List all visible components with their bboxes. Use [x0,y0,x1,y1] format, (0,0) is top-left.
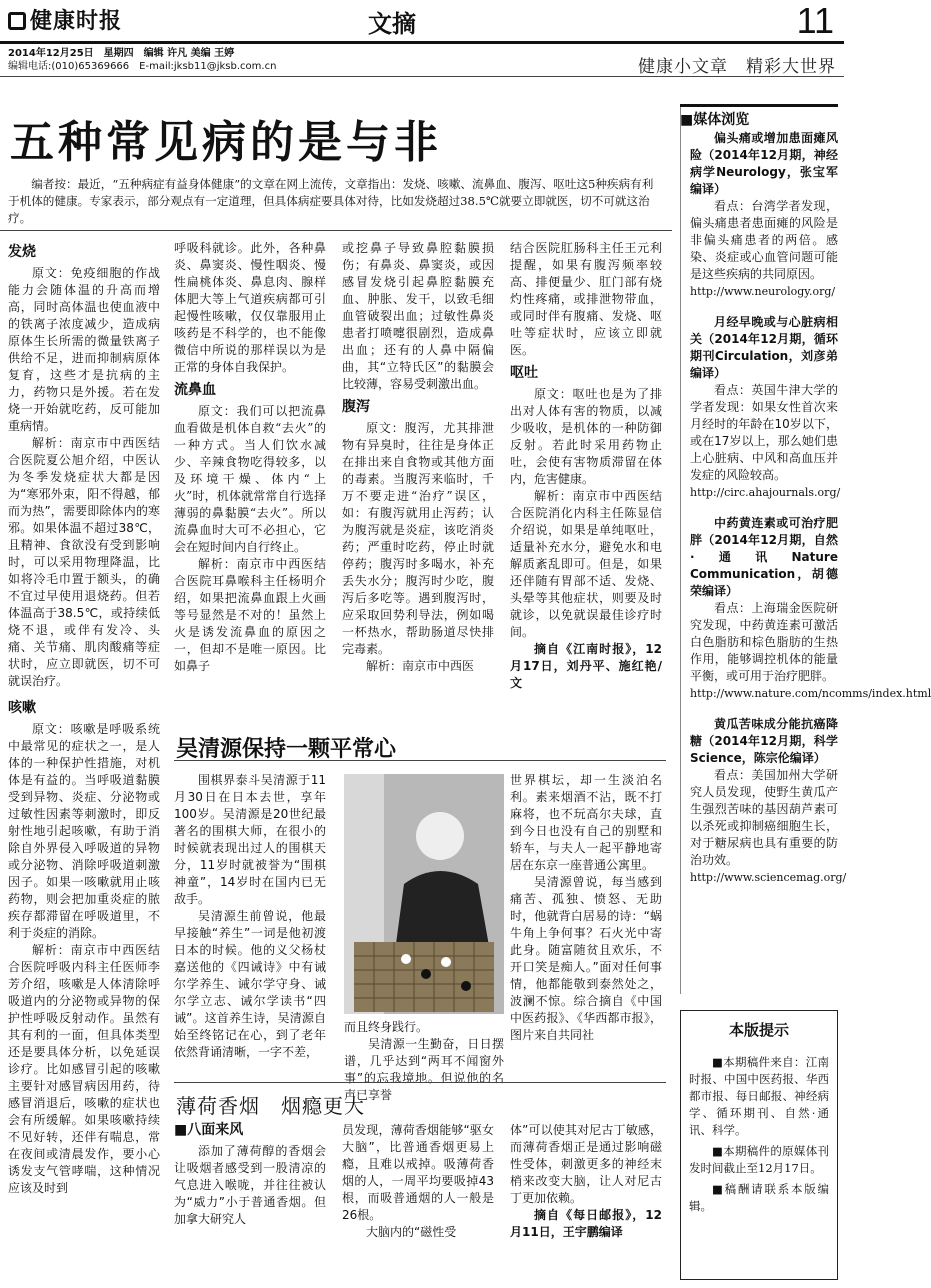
nosebleed-continued: 或挖鼻子导致鼻腔黏膜损伤；有鼻炎、鼻窦炎，或因感冒发烧引起鼻腔黏膜充血、肿胀、发干，以致毛细血管破裂出血；过敏性鼻炎患者打喷嚏很剧烈，造成鼻出血；还有的人鼻中隔偏曲，其“立特氏区”的黏膜会比较薄，容易受刺激出血。 [342,241,494,391]
sidebar-item-title: 月经早晚或与心脏病相关（2014年12月期，循环期刊Circulation，刘彦弟编译） [690,315,838,380]
article-3-para-1: 添加了薄荷醇的香烟会让吸烟者感受到一股清凉的气息进入喉咙，并往往被认为“威力”小于普通香烟。但加拿大研究人 [174,1144,326,1226]
article-2-para-1: 围棋界泰斗吴清源于11月30日在日本去世，享年100岁。吴清源是20世纪最著名的围棋大师，在很小的时候就表现出过人的围棋天分，11岁时就被誉为“围棋神童”，14岁时在国内已无敌手。 [174,773,326,906]
article-2-column-c [510,772,662,1070]
article-2-rule [174,760,666,761]
page-slogan: 健康小文章 精彩大世界 [638,57,836,77]
sidebar-item-url: http://www.neurology.org/ [690,285,836,298]
editor-contact: 编辑电话:(010)65369666 E-mail:jksb11@jksb.com.cn [8,61,277,72]
cough-claim: 原文：咳嗽是呼吸系统中最常见的症状之一，是人体的一种保护性措施，对机体是有益的。当呼吸道黏膜受到异物、炎症、分泌物或过敏性因素等刺激时，即反射性地引起咳嗽，有助于消除自外界侵入呼吸道的异物或分泌物、消除呼吸道刺激因子。如果一咳嗽就用止咳药物，则会把加重炎症的脓疾存都滞留在呼吸道里，不利于炎症的消除。 [8,722,160,940]
newspaper-logo [8,4,122,35]
column-tag: ■八面来风 [174,1122,244,1138]
diarrhea-analysis: 解析：南京市中西医 [366,659,475,673]
sidebar-item-url: http://www.sciencemag.org/ [690,871,847,884]
article-column-2 [174,240,326,710]
sidebar-item-title: 中药黄连素或可治疗肥胖（2014年12月期，自然·通讯Nature Communication，胡德荣编译） [690,516,838,598]
notice-cutoff: ■本期稿件的原媒体刊发时间截止至12月17日。 [689,1144,829,1175]
notice-title: 本版提示 [728,1021,789,1039]
article-2-para-2: 吴清源生前曾说，他最早接触“养生”一词是他初渡日本的时候。他的义父杨杖嘉送他的《四诫诗》中有诫尔学养生、诫尔学守身、诫尔学立志、诫尔学读书“四诫”。这首养生诗，吴清源自始至终铭记在心，到了老年依然背诵清晰，一字不差， [174,909,326,1059]
article-2-column-a [174,772,326,1070]
vomit-claim: 原文：呕吐也是为了排出对人体有害的物质，以减少吸收，是机体的一种防御反射。若此时采用药物止吐，会使有害物质滞留在体内，危害健康。 [510,387,662,486]
diarrhea-continued: 结合医院肛肠科主任王元利提醒，如果有腹泻频率较高、排便量少、肛门部有烧灼性疼痛，或排泄物带血，或同时伴有腹痛、发烧、呕吐等症状时，应该立即就医。 [510,241,662,357]
sidebar-item-summary: 看点：英国牛津大学的学者发现：如果女性首次来月经时的年龄在10岁以下，或在17岁以上，那么她们患上心脏病、中风和高血压并发症的风险较高。 [690,383,838,482]
article-2-column-b [344,1036,504,1102]
sidebar-item-title: 偏头痛或增加患面瘫风险（2014年12月期，神经病学Neurology，张宝军编译） [690,131,838,196]
vomit-analysis: 解析：南京市中西医结合医院消化内科主任陈显信介绍说，如果是单纯呕吐，适量补充水分，避免水和电解质紊乱即可。但是，如果还伴随有胃部不适、发烧、头晕等其他症状，则要及时就诊，以免就误最佳诊疗时间。 [510,489,662,639]
photo-caption: 而且终身践行。 [344,1020,429,1034]
article-3-column-a [174,1122,326,1282]
sidebar-header: ■媒体浏览 [680,104,838,129]
article-2-para-5: 吴清源曾说，每当感到痛苦、孤独、愤怒、无助时，他就背白居易的诗：“蜗牛角上争何事？石火光中寄此身。随富随贫且欢乐，不开口笑是痴人。”面对任何事情，他都能敬到泰然处之，波澜不惊。综合摘自《中国中医药报》、《华西都市报》，图片来自共同社 [510,875,662,1042]
article-column-3 [342,240,494,710]
notice-sources: ■本期稿件来自：江南时报、中国中医药报、华西都市报、每日邮报、神经病学、循环期刊、自然·通讯、科学。 [689,1055,829,1137]
issue-date-editors: 2014年12月25日 星期四 编辑 许凡 美编 王婷 [8,48,235,59]
main-headline: 五种常见病的是与非 [10,117,442,168]
subhead-fever: 发烧 [8,244,36,260]
article-3-column-b [342,1122,494,1282]
notice-payment: ■稿酬请联系本版编辑。 [689,1182,829,1213]
masthead [0,0,844,44]
note-rule [0,230,672,231]
sidebar-item-url: http://www.nature.com/ncomms/index.html [690,687,931,700]
editor-note: 编者按：最近，“五种病症有益身体健康”的文章在网上流传，文章指出：发烧、咳嗽、流鼻血、腹泻、呕吐这5种疾病有利于机体的健康。专家表示，部分观点有一定道理，但具体病症要具体对待，比如发烧超过38.5℃就要立即就医，切不可就这治疗。 [8,177,654,225]
sidebar-item-summary: 看点：美国加州大学研究人员发现，使野生黄瓜产生强烈苦味的基因葫芦素可以杀死或抑制癌细胞生长，对于糖尿病也具有重要的防治功效。 [690,768,838,867]
sidebar-item-summary: 看点：台湾学者发现，偏头痛患者患面瘫的风险是非偏头痛患者的两倍。感染、炎症或心血管问题可能是这些疾病的共同原因。 [690,199,838,281]
section-name: 文摘 [368,9,416,38]
portrait-figure-icon [344,774,504,1014]
diarrhea-claim: 原文：腹泻，尤其排泄物有异臭时，往往是身体正在排出来自食物或其他方面的毒素。当腹泻来临时，千万不要走进“治疗”误区，如：有腹泻就用止泻药；认为腹泻就是炎症，该吃消炎药；严重时吃药，停止时就停药；腹泻时多喝水，补充丢失水分；腹泻时少吃，腹泻后多吃等。遇到腹泻时，应采取回势利导法，例如喝一杯热水，帮助肠道尽快排完毒素。 [342,421,494,656]
header-rule [0,76,844,77]
portrait-photo [344,774,504,1014]
article-column-1 [8,244,160,1284]
sidebar-item [690,130,838,300]
page-number: 11 [796,0,834,41]
subhead-diarrhea: 腹泻 [342,399,370,415]
sidebar-divider [680,104,681,994]
sidebar-item [690,515,931,702]
article-2-para-3: 吴清源一生勤奋，日日摆谱，几乎达到“两耳不闻窗外事”的忘我境地。但说他的名声已享誉 [344,1037,504,1102]
fever-analysis: 解析：南京市中西医结合医院夏公旭介绍，中医认为冬季发烧症状大都是因为“寒邪外束，阳不得越，郁而为热”，需要即除体内的寒邪。如果体温不超过38℃，且精神、食欲没有受到影响时，可以采用物理降温，比如将冷毛巾置于额头，的确不宜过早使用退烧药。但若体温高于38.5℃，或持续低烧不退，或伴有发冷、头痛、关节痛、肌肉酸痛等症状时，应立即就医，切不可就误治疗。 [8,436,160,688]
subhead-vomit: 呕吐 [510,365,538,381]
subhead-cough: 咳嗽 [8,700,36,716]
media-digest-sidebar [690,130,931,900]
sidebar-item-summary: 看点：上海瑞金医院研究发现，中药黄连素可激活白色脂肪和棕色脂肪的生热作用，能够调控机体的能量平衡，或可用于治疗肥胖。 [690,601,838,683]
subhead-nosebleed: 流鼻血 [174,382,216,398]
nosebleed-claim: 原文：我们可以把流鼻血看做是机体自救“去火”的一种方式。当人们饮水减少、辛辣食物吃得较多，以及环境干燥、体内“上火”时，机体就常常自行选择薄弱的鼻黏膜“去火”。所以流鼻血时大可不必担心，它会在短时间内自行终止。 [174,404,326,554]
article-3-rule [174,1082,666,1083]
article-3-para-3: 大脑内的“磁性受 [366,1225,457,1239]
fever-claim: 原文：免疫细胞的作战能力会随体温的升高而增高，同时高体温也使血液中的铁离子浓度减少，造成病原体生长所需的微量铁离子供给不足，进而抑制病原体复育，这些才是抗病的主力，药物只是外援。若在发烧一开始就吃药，反可能加重病情。 [8,266,160,433]
issue-meta [8,47,276,73]
article-3-column-c [510,1122,662,1282]
article-2-para-4: 世界棋坛，却一生淡泊名利。素来烟酒不沾，既不打麻将，也不玩高尔夫球，直到今日也没有自己的别墅和轿车，与夫人一起平静地寄居在东京一座普通公寓里。 [510,773,662,872]
sidebar-item-url: http://circ.ahajournals.org/ [690,486,841,499]
article-2-title: 吴清源保持一颗平常心 [176,736,397,762]
notice-box [680,1010,838,1280]
nosebleed-analysis: 解析：南京市中西医结合医院耳鼻喉科主任杨明介绍，如果把流鼻血跟上火画等号显然是不对的！虽然上火是诱发流鼻血的原因之一，但却不是唯一原因。比如鼻子 [174,557,326,673]
sidebar-item [690,716,847,886]
logo-text: 健康时报 [30,8,123,34]
sidebar-item-title: 黄瓜苦味成分能抗癌降糖（2014年12月期，科学Science，陈宗伦编译） [690,717,838,765]
column-tag-label: 八面来风 [187,1122,244,1138]
article-column-4 [510,240,662,710]
article-3-title: 薄荷香烟 烟瘾更大 [176,1094,365,1118]
sidebar-item [690,314,841,501]
article-3-para-2: 员发现，薄荷香烟能够“驱女大脑”，比普通香烟更易上瘾，且难以戒掉。吸薄荷香烟的人，一周平均要吸掉43根，而吸普通烟的人一般是26根。 [342,1123,494,1222]
article-source: 摘自《江南时报》，12月17日，刘丹平、施红艳/文 [510,642,662,690]
cough-analysis: 解析：南京市中西医结合医院呼吸内科主任医师李芳介绍，咳嗽是人体清除呼吸道内的分泌物或异物的保护性呼吸反射动作。虽然有其有利的一面，但具体类型还是要具体分析，以免延误诊疗。比如感冒引起的咳嗽主要针对感冒病因用药，待感冒消退后，咳嗽的症状也会有所缓解。如果咳嗽持续不见好转，还伴有喘息，常在夜间或清晨发作，要小心诱发支气管哮喘，这种情况应该及时到 [8,943,160,1195]
article-3-para-4: 体”可以使其对尼古丁敏感，而薄荷香烟正是通过影响磁性受体，刺激更多的神经末梢来改变大脑，让人对尼古丁更加依赖。 [510,1123,662,1205]
article-3-source: 摘自《每日邮报》，12月11日，王宇鹏编译 [510,1208,662,1239]
cough-continued: 呼吸科就诊。此外，各种鼻炎、鼻窦炎、慢性咽炎、慢性扁桃体炎、鼻息肉、腺样体肥大等上气道疾病都可引起慢性咳嗽，仅仅靠服用止咳药是不科学的，也不能像微信中所说的那样误以为是正常的身体自我保护。 [174,241,326,374]
logo-mark-icon [8,12,26,30]
